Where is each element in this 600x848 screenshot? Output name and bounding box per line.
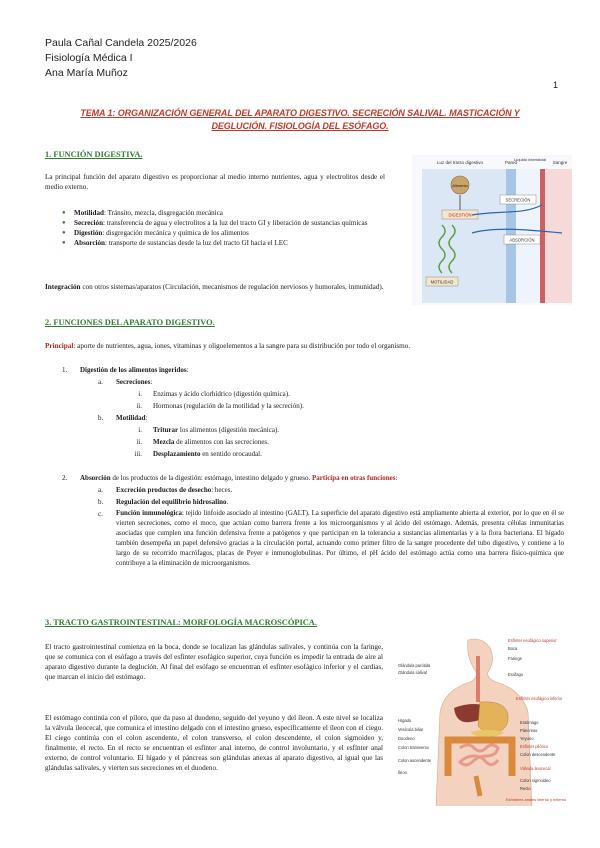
label-absorcion: ABSORCIÓN: [509, 237, 535, 243]
anat-left-label: Colon transverso: [398, 745, 429, 750]
item-2c-text: Función inmunológica: tejido linfoide asociado al intestino (GALT). La superficie del aparato digestivo está ampliamente abierta al exterior, por lo que en él se vierten secreciones, como el moco, que actúan como barrera frente a los microorganismos y al ácido del estómago. Además, presenta células inmunitarias asociadas que cumplen una función defensiva frente a patógenos y que participan en la tolerancia a sustancias alimentarias y a la flora bacteriana. El hígado también desempeña un papel defensivo gracias a la circulación portal, actuando como primer filtro de la sangre procedente del tubo digestivo, y contiene a lo largo de su recorrido macrófagos, placas de Peyer e inmunoglobulinas. Por último, el pH ácido del estómago actúa como una barrera físico-química que contribuye a la eliminación de microorganismos.: [116, 510, 565, 567]
anat-right-label: Colon descendente: [520, 752, 556, 757]
digestive-processes-figure: [412, 155, 572, 305]
item-a-label: Secreciones:: [116, 378, 153, 386]
section-1-heading: 1. FUNCIÓN DIGESTIVA.: [45, 150, 143, 159]
item-a-i-text: Enzimas y ácido clorhídrico (digestión química).: [153, 390, 290, 398]
title-line-2: DEGLUCIÓN. FISIOLOGÍA DEL ESÓFAGO.: [211, 121, 389, 131]
label-alimento: Alimento: [452, 183, 468, 188]
author-line: Paula Cañal Candela 2025/2026: [45, 37, 197, 49]
section-1-intro: La principal función del aparato digestivo es proporcionar al medio interno nutrientes, agua y electrolitos desde el medio externo.: [45, 173, 385, 191]
list-item: ● Secreción: transferencia de agua y electrolitos a la luz del tracto GI y liberación de sustancias químicas: [62, 218, 380, 228]
section-3-paragraph-1: El tracto gastrointestinal comienza en la boca, donde se localizan las glándulas salivales, y continúa con la faringe, que se comunica con el esófago a través del esfínter esofágico superior, cuya función es impedir la entrada de aire al aparato digestivo durante la deglución. Al final del esófago se encuentran el esfínter esofágico inferior y el cardias, que marcan el inicio del estómago.: [45, 643, 383, 681]
item-2-number: 2.: [62, 474, 68, 482]
function-list: [62, 208, 380, 248]
anat-right-label: Faringe: [508, 656, 522, 661]
list-item: ● Absorción: transporte de sustancias desde la luz del tracto GI hacia el LEC: [62, 238, 380, 248]
section-3-heading: 3. TRACTO GASTROINTESTINAL: MORFOLOGÍA MACROSCÓPICA.: [45, 618, 317, 627]
item-2c-marker: c.: [98, 510, 103, 518]
list-item: ● Digestión: disgregación mecánica y química de los alimentos: [62, 228, 380, 238]
list-item: ● Motilidad: Tránsito, mezcla, disgregación mecánica: [62, 208, 380, 218]
page-number: 1: [552, 80, 558, 90]
item-2-text: Absorción de los productos de la digestión: estómago, intestino delgado y grueso. Participa en otras funciones:: [80, 474, 398, 482]
anat-right-label: Esfínteres anales interno y externo: [506, 797, 567, 802]
anat-right-label: Yeyuno: [520, 736, 534, 741]
digestive-anatomy-figure: [396, 636, 572, 806]
anat-left-label: Colon ascendente: [398, 758, 432, 763]
anat-left-label: Vesícula biliar: [398, 727, 424, 732]
item-b-iii-marker: iii.: [134, 450, 142, 458]
anat-left-label: Duodeno: [398, 736, 415, 741]
anat-left-label: Hígado: [398, 718, 412, 723]
anat-right-label: Estómago: [520, 720, 539, 725]
anat-left-label: Glándula salival: [398, 670, 427, 675]
item-b-ii-text: Mezcla de alimentos con las secreciones.: [153, 438, 269, 446]
page-title: [60, 107, 540, 133]
item-b-label: Motilidad:: [116, 414, 148, 422]
principal-paragraph: Principal: aporte de nutrientes, agua, iones, vitaminas y oligoelementos a la sangre para su distribución por todo el organismo.: [45, 342, 411, 350]
header-luz: Luz del tracto digestivo: [436, 160, 484, 165]
anat-right-label: Páncreas: [520, 728, 538, 733]
header-pared: Pared: [504, 160, 518, 165]
item-2b-text: Regulación del equilibrio hidrosalino.: [116, 498, 229, 506]
label-digestion: DIGESTIÓN: [448, 212, 472, 218]
teacher-line: Ana María Muñoz: [45, 67, 128, 79]
label-motilidad: MOTILIDAD: [430, 279, 454, 285]
item-a-marker: a.: [98, 378, 103, 386]
item-b-ii-marker: ii.: [136, 438, 142, 446]
anat-right-label: Esfínter esofágico inferior: [516, 696, 563, 701]
section-3-paragraph-2: El estómago continúa con el píloro, que da paso al duodeno, seguido del yeyuno y del íleon. A este nivel se localiza la válvula ileocecal, que comunica el intestino delgado con el intestino grueso, específicamente el íleon con el ciego. El ciego continúa con el colon ascendente, el colon transverso, el colon descendente, el colon sigmoideo y, finalmente, el recto. En el recto se encuentran el esfínter anal interno, de control involuntario, y el esfínter anal externo, de control voluntario. El hígado y el páncreas son glándulas anexas al aparato digestivo, al igual que las glándulas salivales, y vierten sus secreciones en el duodeno.: [45, 714, 383, 772]
subject-line: Fisiología Médica I: [45, 52, 133, 64]
item-a-ii-marker: ii.: [136, 402, 142, 410]
anat-right-label: Esófago: [508, 672, 524, 677]
item-a-i-marker: i.: [138, 390, 142, 398]
item-1-number: 1.: [62, 366, 68, 374]
item-b-i-text: Triturar los alimentos (digestión mecánica).: [153, 426, 280, 434]
item-2a-text: Excreción productos de desecho: heces.: [116, 486, 233, 494]
anat-right-label: Válvula ileocecal: [520, 766, 551, 771]
item-2a-marker: a.: [98, 486, 103, 494]
title-line-1: TEMA 1: ORGANIZACIÓN GENERAL DEL APARATO DIGESTIVO. SECRECIÓN SALIVAL. MASTICACIÓN Y: [80, 108, 520, 118]
document-header: [45, 36, 197, 81]
header-liquido: Líquido intersticial: [513, 157, 547, 162]
integration-paragraph: Integración con otros sistemas/aparatos (Circulación, mecanismos de regulación nerviosos y humorales, inmunidad).: [45, 283, 384, 291]
item-b-i-marker: i.: [138, 426, 142, 434]
item-2b-marker: b.: [98, 498, 104, 506]
item-b-iii-text: Desplazamiento en sentido orocaudal.: [153, 450, 262, 458]
anat-left-label: Íleon: [398, 770, 407, 775]
anat-right-label: Esfínter esofágico superior: [508, 638, 557, 643]
label-secrecion: SECRECIÓN: [505, 197, 531, 203]
anat-right-label: Colon sigmoideo: [520, 778, 551, 783]
anat-left-label: Glándula parótida: [398, 663, 431, 668]
item-b-marker: b.: [98, 414, 104, 422]
section-2-heading: 2. FUNCIONES DEL APARATO DIGESTIVO.: [45, 318, 215, 327]
header-sangre: Sangre: [552, 160, 568, 165]
anat-right-label: Recto: [520, 786, 531, 791]
anat-right-label: Esfínter pilórico: [520, 744, 549, 749]
item-a-ii-text: Hormonas (regulación de la motilidad y la secreción).: [153, 402, 304, 410]
item-1-label: Digestión de los alimentos ingeridos:: [80, 366, 189, 374]
anat-right-label: Boca: [508, 646, 518, 651]
